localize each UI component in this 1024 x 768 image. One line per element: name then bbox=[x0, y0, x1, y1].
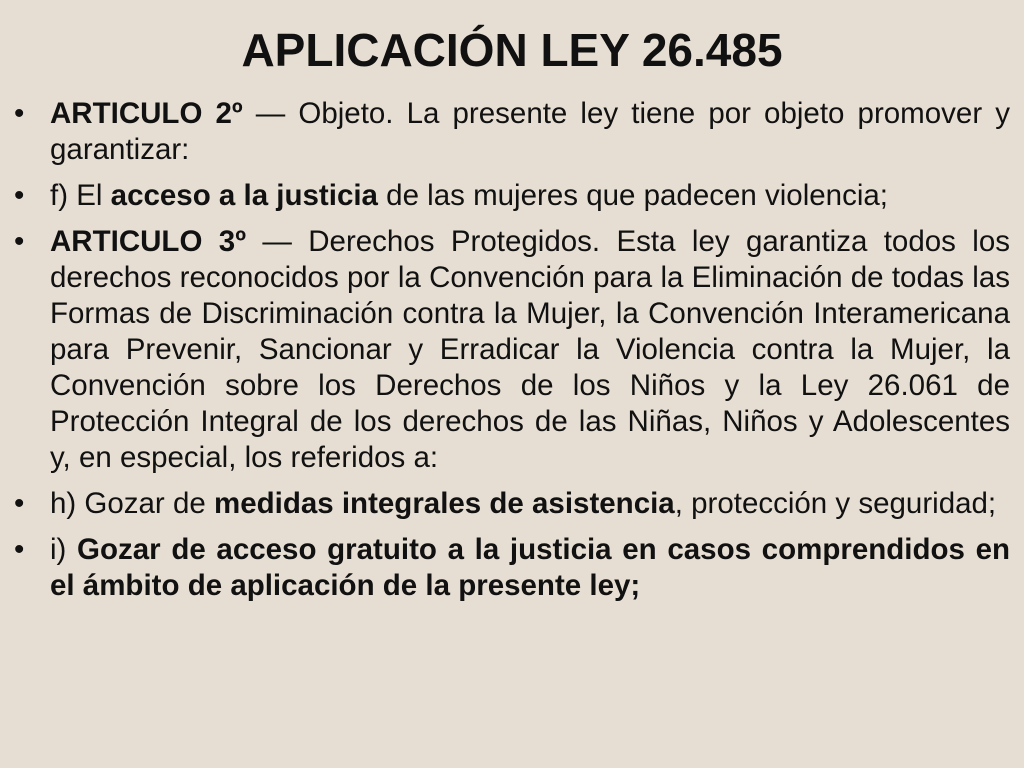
bullet-item-articulo-3 bbox=[0, 224, 1010, 476]
bullet-dot-icon: • bbox=[14, 487, 25, 520]
bullet-item-articulo-2 bbox=[0, 96, 1010, 168]
bullet-text: h) Gozar de bbox=[50, 487, 214, 520]
bullet-item-h bbox=[0, 486, 1010, 522]
bullet-dot-icon: • bbox=[14, 533, 25, 566]
bullet-dot-icon: • bbox=[14, 97, 25, 130]
bullet-dot-icon: • bbox=[14, 179, 25, 212]
slide-title: APLICACIÓN LEY 26.485 bbox=[241, 24, 783, 76]
bullet-item-i bbox=[0, 532, 1010, 604]
bullet-text: — Derechos Protegidos. Esta ley garantiza todos los derechos reconocidos por la Convención para la Eliminación de todas las Formas de Discriminación contra la Mujer, la Convención Interamericana para Prevenir, Sancionar y Erradicar la Violencia contra la Mujer, la Convención sobre los Derechos de los Niños y la Ley 26.061 de Protección Integral de los derechos de las Niñas, Niños y Adolescentes y, en especial, los referidos a: bbox=[50, 225, 1010, 474]
bullet-text-bold: ARTICULO 3º bbox=[50, 225, 246, 258]
bullet-text-bold: ARTICULO 2º bbox=[50, 97, 243, 130]
bullet-text: i) bbox=[50, 533, 78, 566]
bullet-text: f) El bbox=[50, 179, 111, 212]
bullet-dot-icon: • bbox=[14, 225, 25, 258]
bullet-text: de las mujeres que padecen violencia; bbox=[377, 179, 888, 212]
bullet-text-bold: medidas integrales de asistencia bbox=[213, 487, 675, 520]
bullet-text: — Objeto. La presente ley tiene por objeto promover y garantizar: bbox=[50, 97, 1010, 166]
bullet-text: , protección y seguridad; bbox=[674, 487, 997, 520]
bullet-item-f bbox=[0, 178, 1010, 214]
bullet-list bbox=[0, 96, 1024, 604]
bullet-text-bold: acceso a la justicia bbox=[110, 179, 378, 212]
bullet-text-bold: Gozar de acceso gratuito a la justicia en casos comprendidos en el ámbito de aplicación de la presente ley; bbox=[50, 533, 1010, 602]
